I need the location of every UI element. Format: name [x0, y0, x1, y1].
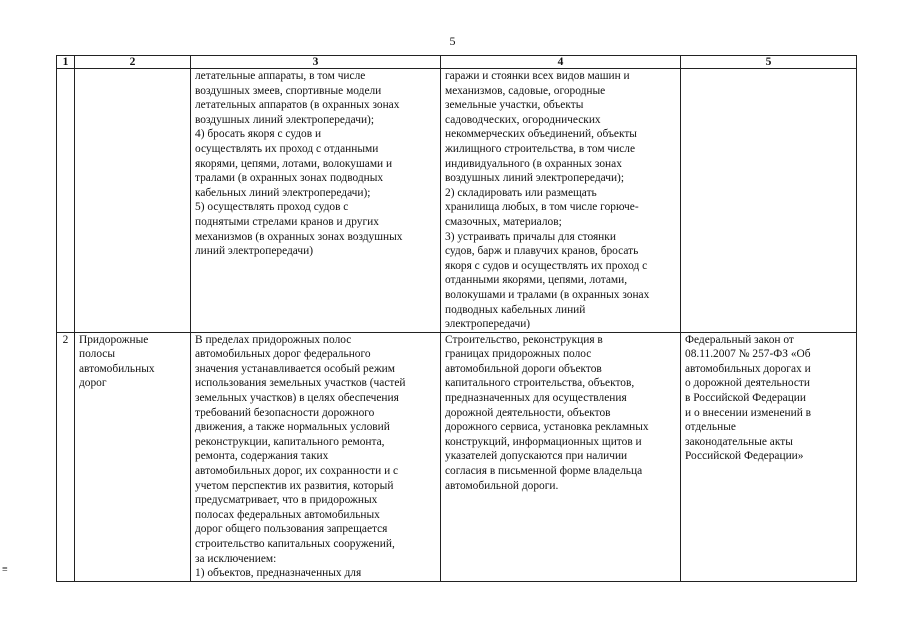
text-line: и о внесении изменений в: [685, 406, 812, 419]
text-line: полосы: [79, 348, 116, 361]
column-header: 3: [191, 56, 441, 69]
text-line: садоводческих, огороднических: [445, 113, 601, 126]
text-line: жилищного строительства, в том числе: [445, 142, 636, 155]
text-line: автомобильной дороги объектов: [445, 362, 602, 375]
column-header: 1: [57, 56, 75, 69]
text-line: согласия в письменной форме владельца: [445, 465, 643, 478]
text-line: автомобильных дорог, их сохранности и с: [195, 465, 399, 478]
text-line: индивидуального (в охранных зонах: [445, 157, 622, 170]
text-line: якоря с судов и осуществлять их проход с: [445, 259, 648, 272]
text-line: волокушами и тралами (в охранных зонах: [445, 288, 650, 301]
text-line: Российской Федерации»: [685, 450, 804, 463]
text-line: предусматривает, что в придорожных: [195, 494, 378, 507]
column-header: 2: [75, 56, 191, 69]
text-line: механизмов (в охранных зонах воздушных: [195, 230, 403, 243]
text-line: подводных кабельных линий: [445, 303, 586, 316]
row-number-cell: 2: [57, 332, 75, 581]
text-line: 08.11.2007 № 257-ФЗ «Об: [685, 348, 811, 361]
table-row: [57, 69, 857, 333]
text-line: ремонта, содержания таких: [195, 450, 329, 463]
text-line: полосах федеральных автомобильных: [195, 508, 380, 521]
text-line: судов, барж и плавучих кранов, бросать: [445, 245, 639, 258]
prohibitions-cell: [441, 69, 681, 333]
text-line: электропередачи): [445, 318, 531, 331]
text-line: значения устанавливается особый режим: [195, 362, 395, 375]
text-line: якорями, цепями, лотами, волокушами и: [195, 157, 393, 170]
restrictions-cell: [191, 332, 441, 581]
text-line: автомобильных: [79, 362, 155, 375]
zone-name-cell: [75, 69, 191, 333]
text-line: осуществлять их проход с отданными: [195, 142, 379, 155]
zone-name-cell: [75, 332, 191, 581]
text-line: законодательные акты: [685, 435, 793, 448]
row-number-cell: [57, 69, 75, 333]
text-line: о дорожной деятельности: [685, 377, 810, 390]
text-line: строительство капитальных сооружений,: [195, 538, 395, 550]
text-line: поднятыми стрелами кранов и других: [195, 215, 379, 228]
text-line: тралами (в охранных зонах подводных: [195, 172, 384, 185]
text-line: 1) объектов, предназначенных для: [195, 567, 362, 580]
text-line: хранилища любых, в том числе горюче-: [445, 201, 639, 214]
text-line: смазочных, материалов;: [445, 215, 562, 228]
text-line: Придорожные: [79, 333, 149, 346]
text-line: указателей допускаются при наличии: [445, 450, 628, 463]
text-line: земельных участков) в целях обеспечения: [195, 392, 399, 405]
text-line: 3) устраивать причалы для стоянки: [445, 230, 616, 243]
text-line: 5) осуществлять проход судов с: [195, 201, 349, 214]
text-line: 2) складировать или размещать: [445, 186, 597, 199]
text-line: Федеральный закон от: [685, 333, 794, 346]
text-line: дорог: [79, 377, 107, 390]
text-line: реконструкции, капитального ремонта,: [195, 435, 385, 448]
margin-mark: ≡: [2, 564, 8, 575]
text-line: механизмов, садовые, огородные: [445, 84, 606, 97]
page-number: 5: [449, 34, 456, 48]
text-line: 4) бросать якоря с судов и: [195, 128, 322, 141]
text-line: гаражи и стоянки всех видов машин и: [445, 70, 630, 82]
text-line: требований безопасности дорожного: [195, 406, 375, 419]
text-line: земельные участки, объекты: [445, 99, 584, 112]
text-line: капитального строительства, объектов,: [445, 377, 635, 390]
column-header: 4: [441, 56, 681, 69]
text-line: воздушных змеев, спортивные модели: [195, 84, 382, 97]
text-line: воздушных линий электропередачи);: [445, 172, 625, 185]
document-table: [56, 55, 857, 582]
text-line: автомобильной дороги.: [445, 479, 559, 492]
text-line: автомобильных дорогах и: [685, 362, 811, 375]
text-line: отданными якорями, цепями, лотами,: [445, 274, 628, 287]
text-line: в Российской Федерации: [685, 392, 807, 405]
text-line: границах придорожных полос: [445, 348, 592, 361]
text-line: В пределах придорожных полос: [195, 333, 352, 346]
text-line: кабельных линий электропередачи);: [195, 186, 371, 199]
table-row: [57, 332, 857, 581]
text-line: предназначенных для осуществления: [445, 392, 627, 405]
text-line: летательные аппараты, в том числе: [195, 70, 366, 82]
legal-basis-cell: [681, 332, 857, 581]
table-header-row: [57, 56, 857, 69]
text-line: дорожного сервиса, установка рекламных: [445, 421, 649, 434]
text-line: Строительство, реконструкция в: [445, 333, 603, 346]
prohibitions-cell: [441, 332, 681, 581]
text-line: конструкций, информационных щитов и: [445, 435, 642, 448]
text-line: учетом перспектив их развития, который: [195, 479, 394, 492]
text-line: линий электропередачи): [195, 245, 313, 258]
restrictions-cell: [191, 69, 441, 333]
text-line: некоммерческих объединений, объекты: [445, 128, 637, 141]
text-line: летательных аппаратов (в охранных зонах: [195, 99, 400, 112]
text-line: автомобильных дорог федерального: [195, 348, 371, 361]
text-line: движения, а также нормальных условий: [195, 421, 390, 434]
column-header: 5: [681, 56, 857, 69]
text-line: воздушных линий электропередачи);: [195, 113, 375, 126]
text-line: за исключением:: [195, 552, 277, 565]
text-line: дорог общего пользования запрещается: [195, 523, 388, 536]
text-line: дорожной деятельности, объектов: [445, 406, 611, 419]
legal-basis-cell: [681, 69, 857, 333]
text-line: отдельные: [685, 421, 736, 434]
text-line: использования земельных участков (частей: [195, 377, 406, 390]
